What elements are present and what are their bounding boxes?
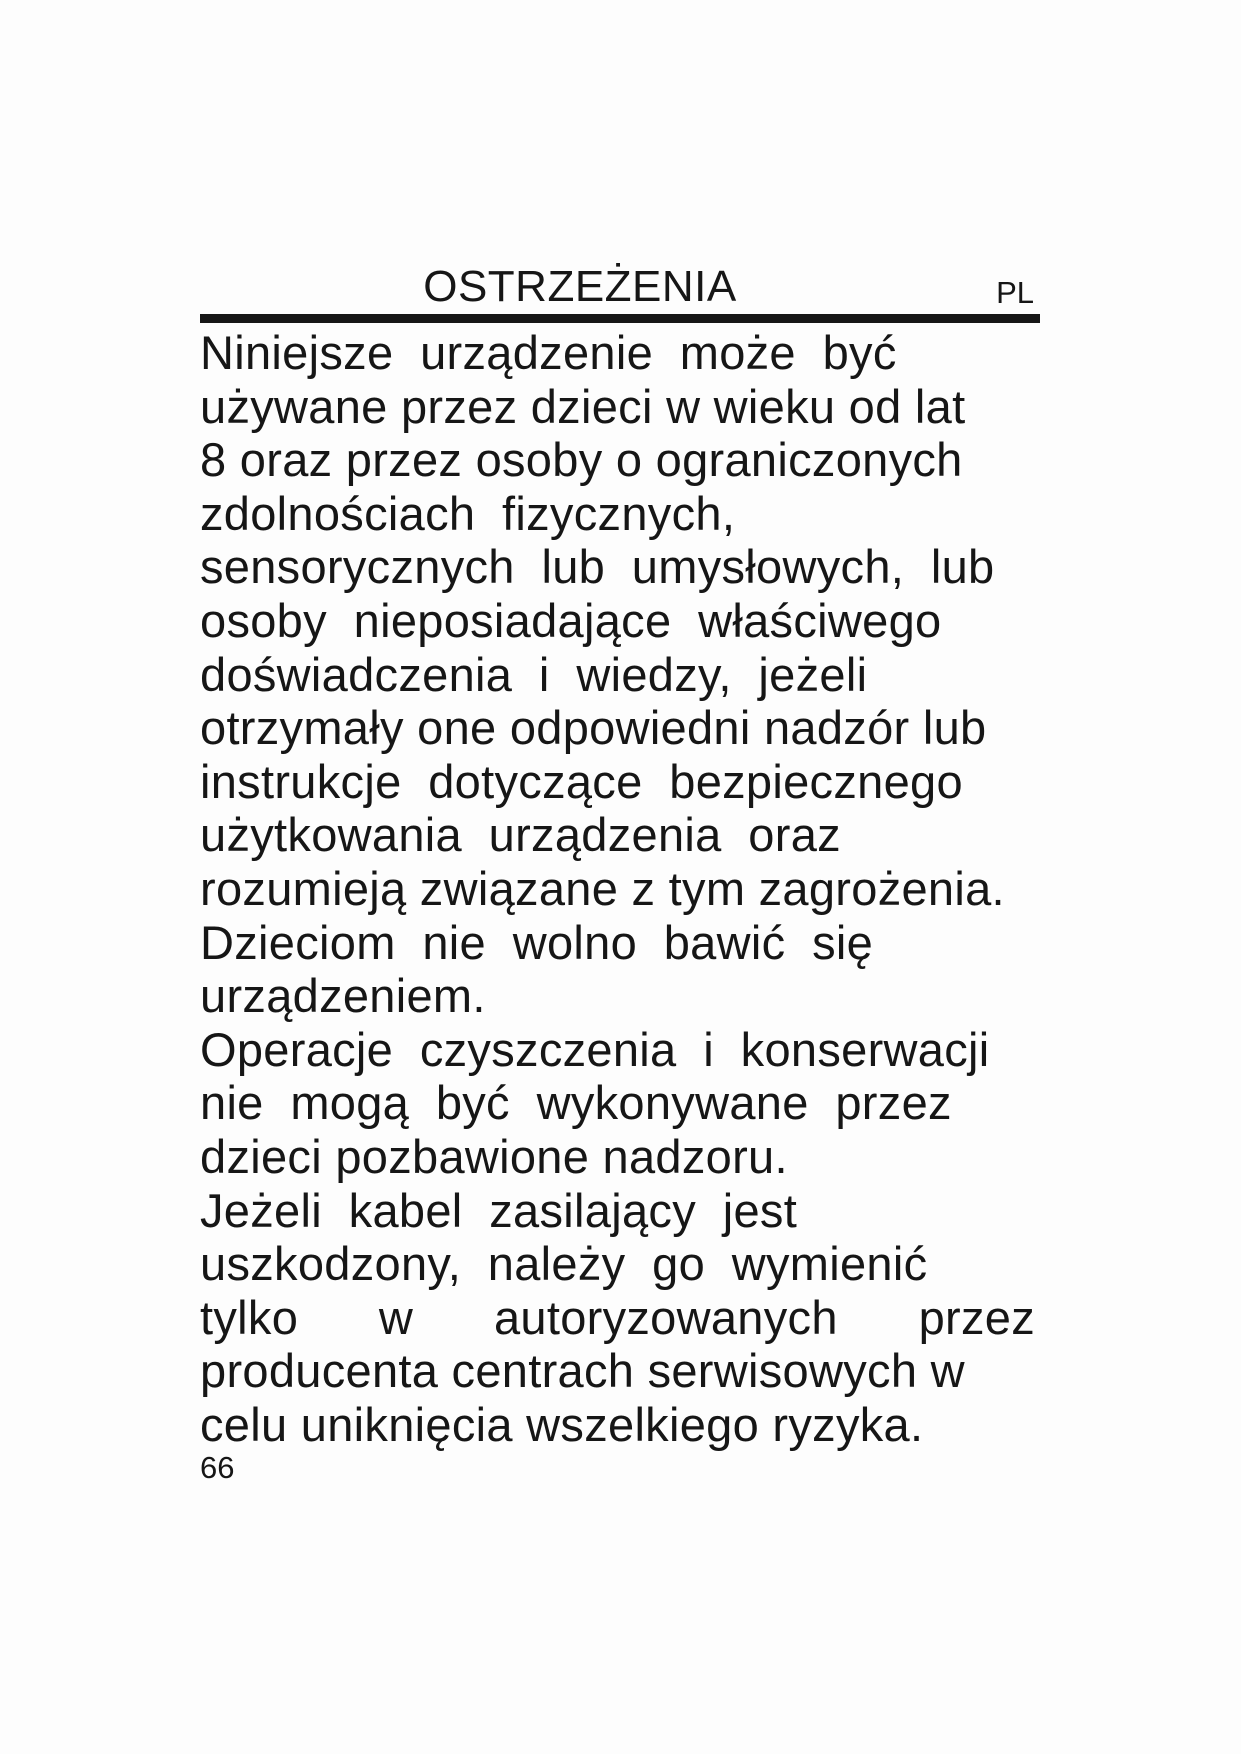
justified-word: tylko [200, 1290, 299, 1344]
language-code: PL [996, 275, 1034, 310]
justified-word: przez [918, 1290, 1035, 1344]
text-line: instrukcje dotyczące bezpiecznego [200, 754, 963, 808]
page-number: 66 [200, 1450, 235, 1485]
justified-word: w [378, 1290, 414, 1344]
justified-word: autoryzowanych [493, 1290, 838, 1344]
text-line: nie mogą być wykonywane przez [200, 1076, 952, 1130]
text-line: otrzymały one odpowiedni nadzór lub [200, 701, 987, 755]
text-line: dzieci pozbawione nadzoru. [200, 1129, 788, 1183]
text-line: używane przez dzieci w wieku od lat [200, 379, 966, 433]
text-line: sensorycznych lub umysłowych, lub [200, 540, 995, 594]
text-line: Niniejsze urządzenie może być [200, 326, 897, 379]
text-line: doświadczenia i wiedzy, jeżeli [200, 647, 868, 701]
warning-text [200, 326, 1070, 1451]
text-line: osoby nieposiadające właściwego [200, 593, 942, 647]
text-line: 8 oraz przez osoby o ograniczonych [200, 433, 963, 487]
text-line: zdolnościach fizycznych, [200, 486, 736, 540]
text-line: Jeżeli kabel zasilający jest [200, 1183, 798, 1237]
text-line: użytkowania urządzenia oraz [200, 808, 841, 862]
text-line: rozumieją związane z tym zagrożenia. [200, 861, 1005, 915]
text-line: Dzieciom nie wolno bawić się [200, 915, 874, 969]
page-header [200, 258, 1040, 320]
text-line-justified [200, 1291, 1035, 1345]
page-title: OSTRZEŻENIA [423, 262, 737, 311]
text-line: producenta centrach serwisowych w [200, 1344, 965, 1398]
text-line: celu uniknięcia wszelkiego ryzyka. [200, 1397, 924, 1451]
text-line: Operacje czyszczenia i konserwacji [200, 1022, 990, 1076]
header-rule [200, 314, 1040, 323]
text-line: uszkodzony, należy go wymienić [200, 1237, 928, 1291]
text-line: urządzeniem. [200, 969, 486, 1023]
